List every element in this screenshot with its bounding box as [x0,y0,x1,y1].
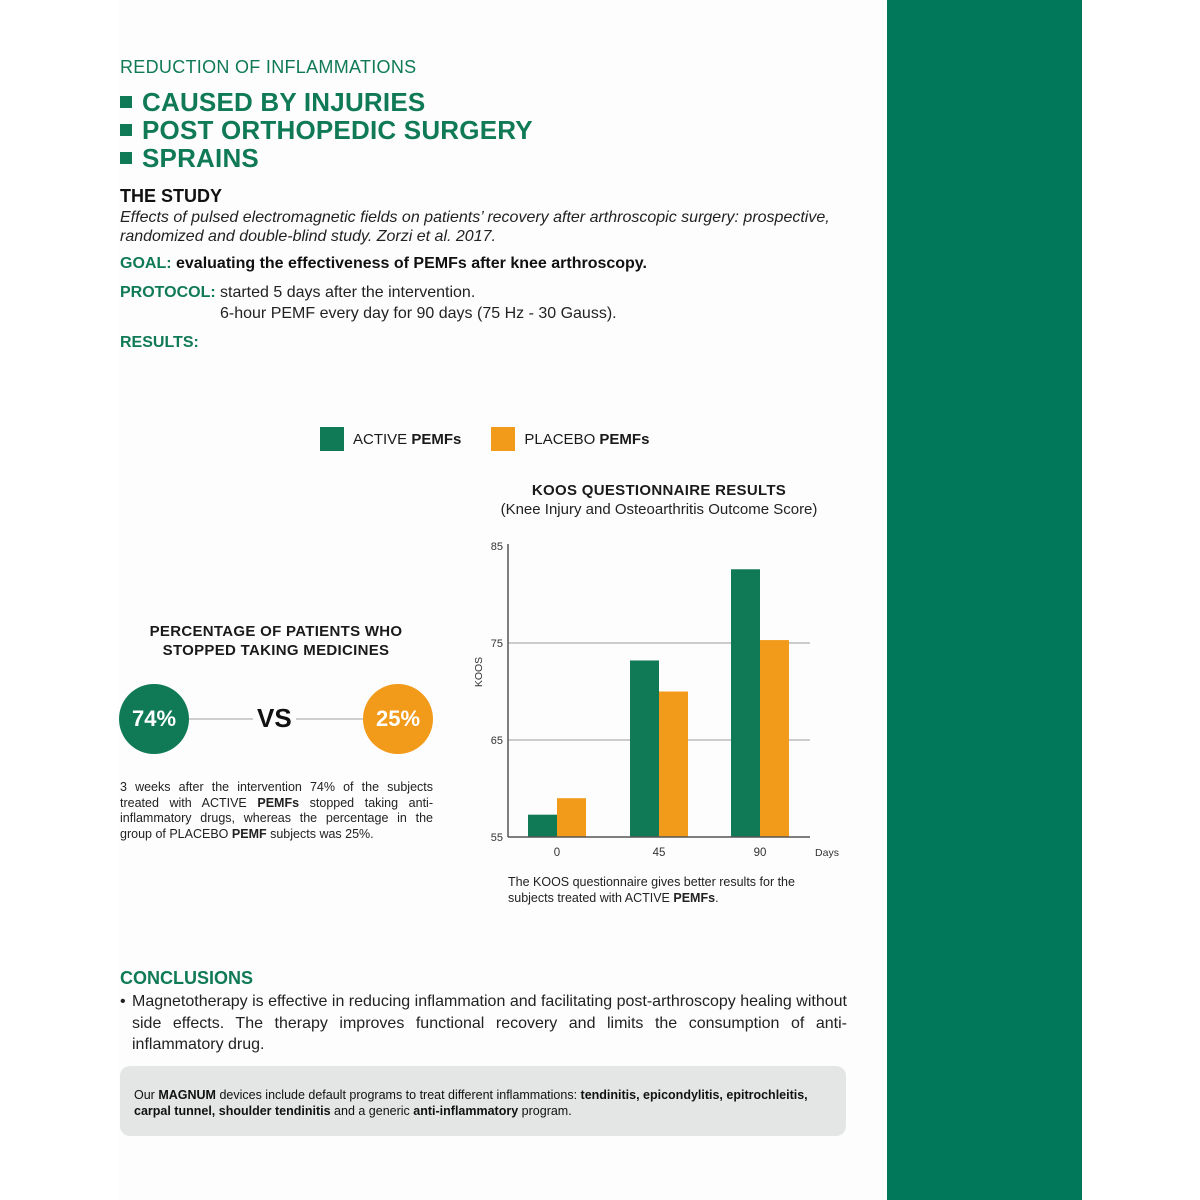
conclusions-text: • Magnetotherapy is effective in reducing inflammation and facilitating post-arthroscopy healing without side effects. The therapy improves functional recovery and limits the consumption of anti-inflammatory drug. [120,991,847,1056]
conclusions-title: CONCLUSIONS [120,968,254,988]
x-tick-label: 0 [553,847,561,859]
goal-label: GOAL: [120,255,172,272]
x-axis-label: Days [815,847,839,859]
bar-placebo [557,798,586,837]
programs-note-text: Our MAGNUM devices include default programs to treat different inflammations: tendinitis, epicondylitis, epitrochleitis, carpal tunnel, shoulder tendinitis and a generic anti-inflammatory program. [134,1088,808,1118]
bar-active [731,569,760,837]
results-label: RESULTS: [120,334,199,351]
square-bullet-icon [120,124,132,136]
chart-title: KOOS QUESTIONNAIRE RESULTS [531,482,787,499]
side-color-band [887,0,1082,1200]
y-tick-label: 55 [490,832,503,844]
percentage-title: PERCENTAGE OF PATIENTS WHO STOPPED TAKING MEDICINES [149,623,403,659]
bar-placebo [659,692,688,838]
y-tick-label: 85 [490,541,503,553]
bar-active [630,660,659,837]
protocol-line-1: started 5 days after the intervention. [220,284,476,301]
square-bullet-icon [120,96,132,108]
headline-item: POST ORTHOPEDIC SURGERY [120,116,533,144]
study-title: THE STUDY [120,186,223,206]
legend-active-swatch [320,427,344,451]
chart-subtitle: (Knee Injury and Osteoarthritis Outcome Score) [500,501,818,518]
headline-list [120,88,533,172]
protocol-label: PROTOCOL: [120,284,216,301]
x-tick-label: 90 [753,847,767,859]
koos-bar-chart [460,530,850,870]
legend-active: ACTIVE PEMFs [320,427,461,451]
goal-line [120,255,647,273]
x-tick-label: 45 [652,847,666,859]
goal-text: evaluating the effectiveness of PEMFs after knee arthroscopy. [176,255,647,272]
y-tick-label: 75 [490,638,503,650]
y-axis-label: KOOS [473,656,485,688]
bar-placebo [760,640,789,837]
protocol-line-2: 6-hour PEMF every day for 90 days (75 Hz - 30 Gauss). [220,305,617,322]
y-tick-label: 65 [490,735,503,747]
bar-active [528,815,557,837]
vs-label: VS [253,703,296,734]
section-kicker: REDUCTION OF INFLAMMATIONS [120,57,417,77]
chart-note: The KOOS questionnaire gives better results for the subjects treated with ACTIVE PEMFs. [508,875,795,905]
active-percentage-circle: 74% [119,684,189,754]
legend-placebo: PLACEBO PEMFs [491,427,649,451]
placebo-percentage-circle: 25% [363,684,433,754]
legend-placebo-swatch [491,427,515,451]
programs-note-box [120,1066,846,1136]
study-reference: Effects of pulsed electromagnetic fields on patients’ recovery after arthroscopic surgery: prospective, randomized and double-blind study. Zorzi et al. 2017. [120,209,830,245]
bullet-dot-icon: • [120,993,126,1010]
percentage-description: 3 weeks after the intervention 74% of the subjects treated with ACTIVE PEMFs stopped taking anti-inflammatory drugs, whereas the percentage in the group of PLACEBO PEMF subjects was 25%. [120,780,433,841]
square-bullet-icon [120,152,132,164]
headline-item: SPRAINS [120,144,533,172]
chart-legend [320,427,679,451]
headline-item: CAUSED BY INJURIES [120,88,533,116]
